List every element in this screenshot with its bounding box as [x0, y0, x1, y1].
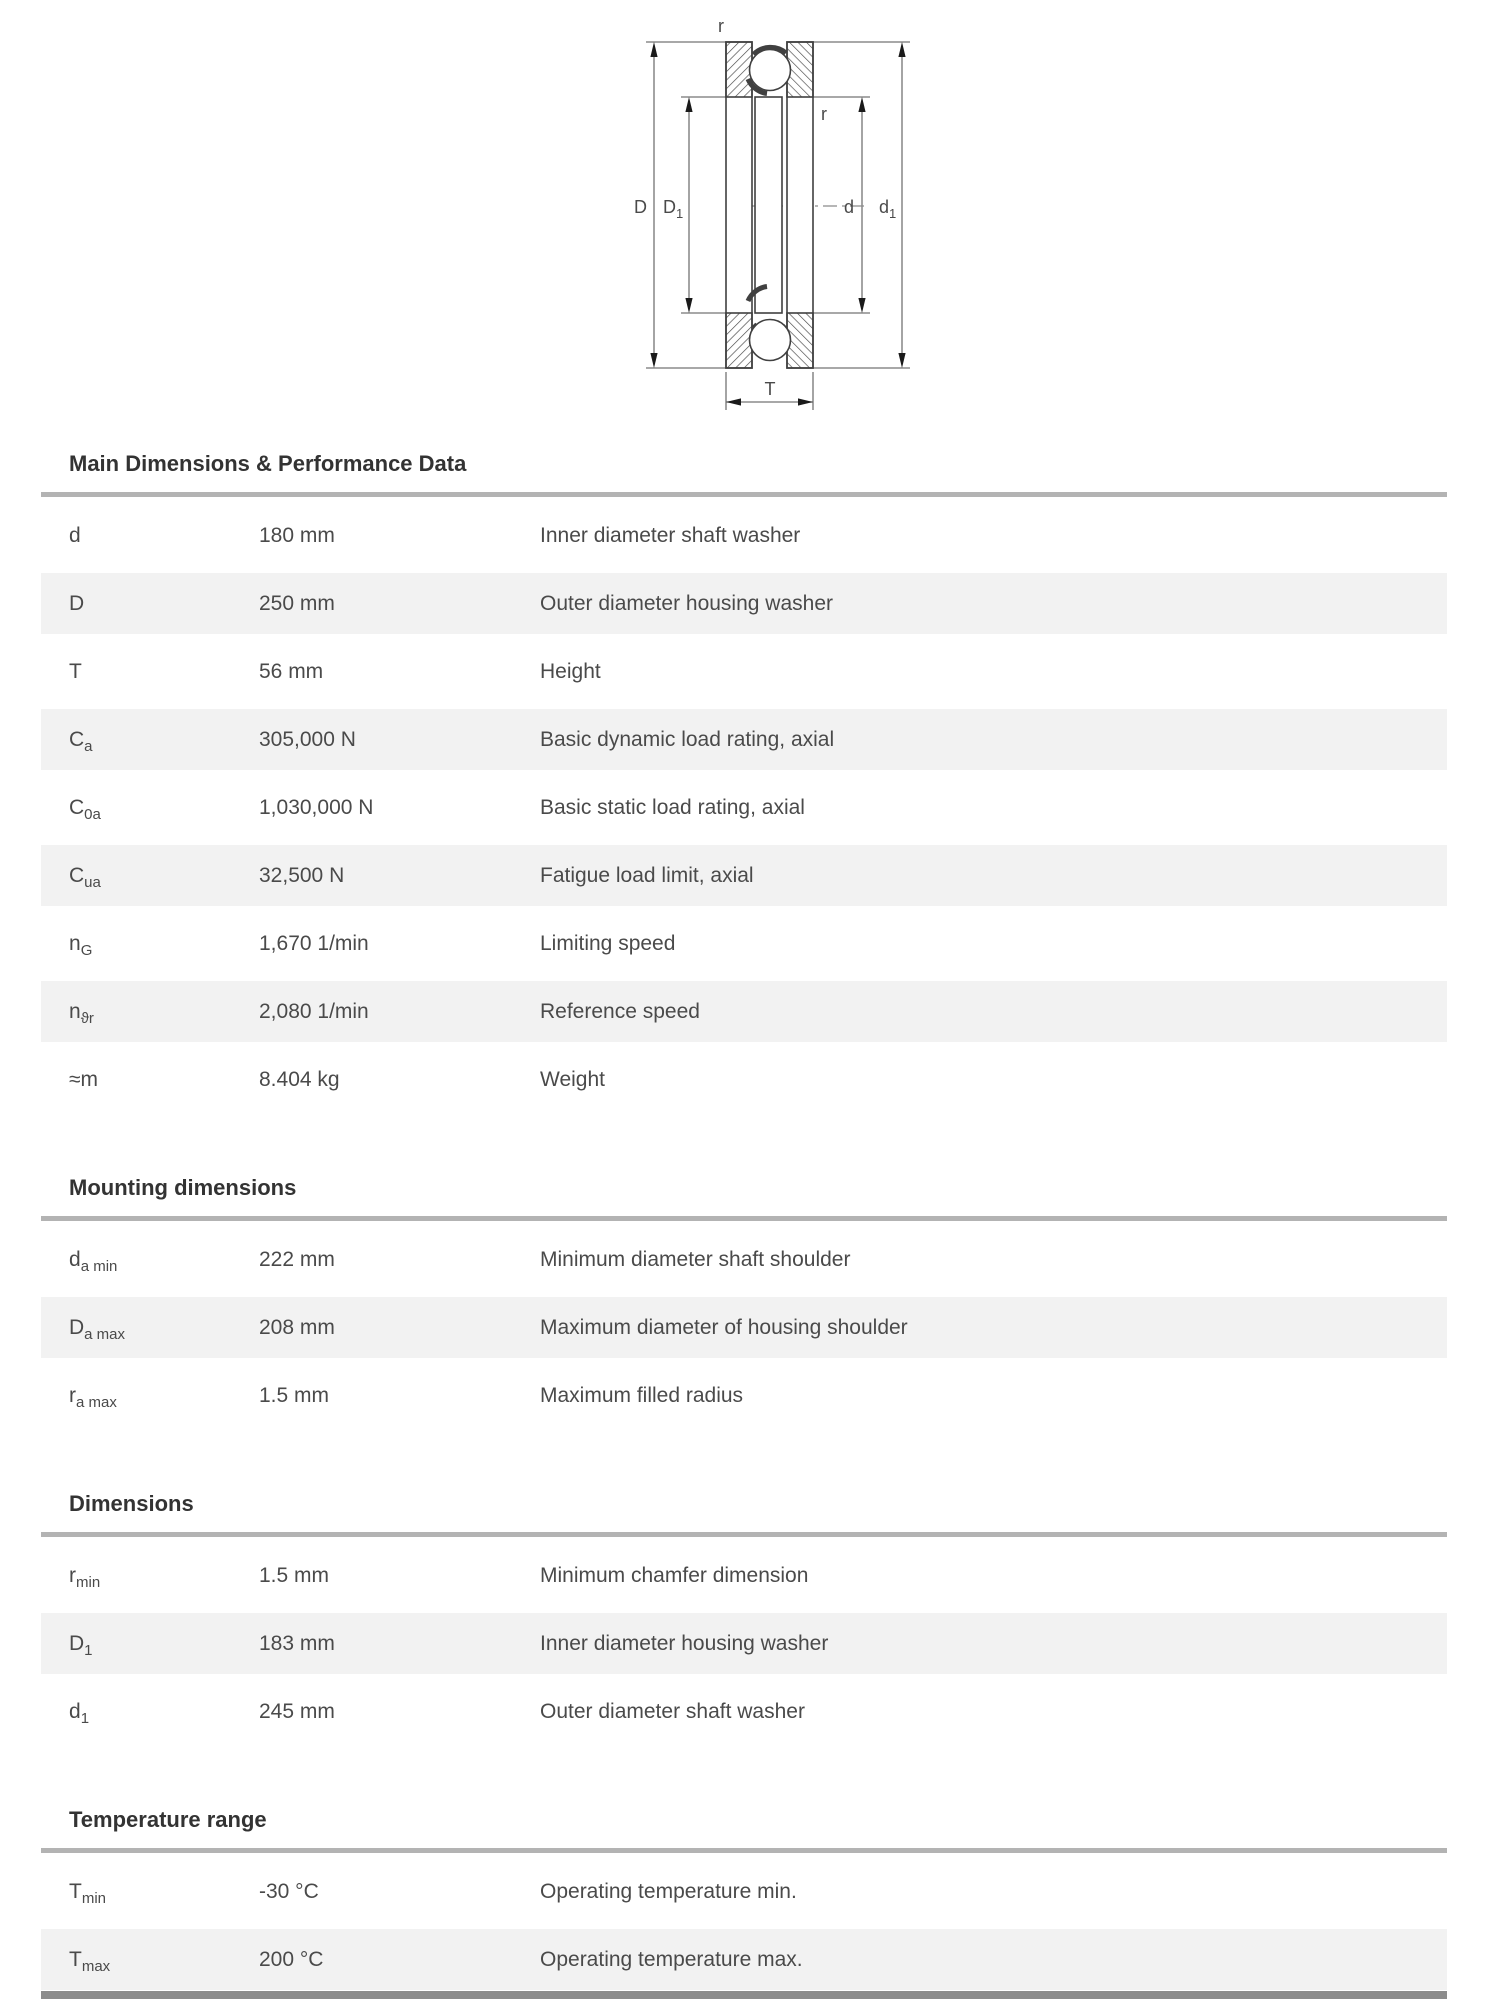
section-divider: [41, 492, 1447, 497]
table-row: [41, 709, 1447, 770]
row-value: 8.404 kg: [259, 1067, 340, 1091]
row-description: Operating temperature max.: [540, 1947, 803, 1971]
row-symbol: ≈m: [69, 1067, 99, 1091]
section-divider: [41, 1216, 1447, 1221]
next-section-divider-cutoff: [41, 1991, 1447, 1999]
row-symbol: $r_{a max}$: [69, 1383, 117, 1411]
row-value: 180 mm: [259, 523, 335, 547]
row-value: 200 °C: [259, 1947, 324, 1971]
row-description: Maximum filled radius: [540, 1383, 744, 1407]
section-divider: [41, 1532, 1447, 1537]
row-symbol: $C_{ua}$: [69, 863, 101, 891]
section-divider: [41, 1848, 1447, 1853]
table-row: [41, 641, 1447, 702]
row-description: Limiting speed: [540, 931, 676, 955]
section-main-dimensions: [41, 450, 1447, 1110]
section-title: Temperature range: [69, 1807, 267, 1832]
row-description: Height: [540, 659, 601, 683]
row-description: Outer diameter shaft washer: [540, 1699, 805, 1723]
dim-label-D1: $D_1$: [663, 197, 684, 221]
row-value: 1.5 mm: [259, 1383, 330, 1407]
dim-label-D: D: [634, 197, 647, 217]
dim-label-d: d: [843, 197, 854, 217]
table-row: [41, 1297, 1447, 1358]
section-mounting-dimensions: [41, 1174, 1447, 1426]
row-symbol: $d_{a min}$: [69, 1247, 118, 1275]
row-symbol: $T_{max}$: [69, 1947, 111, 1975]
table-row: [41, 913, 1447, 974]
table-row: [41, 505, 1447, 566]
section-temperature-range: [41, 1806, 1447, 1990]
row-value: -30 °C: [259, 1879, 319, 1903]
row-description: Reference speed: [540, 999, 700, 1023]
row-value: 305,000 N: [259, 727, 356, 751]
row-description: Minimum diameter shaft shoulder: [540, 1247, 851, 1271]
row-value: 1,670 1/min: [259, 931, 369, 955]
section-title: Main Dimensions & Performance Data: [69, 451, 467, 476]
section-dimensions: [41, 1490, 1447, 1742]
row-value: 32,500 N: [259, 863, 345, 887]
dim-label-T: T: [764, 379, 776, 399]
row-description: Maximum diameter of housing shoulder: [540, 1315, 908, 1339]
row-symbol: $r_{min}$: [69, 1563, 101, 1591]
row-description: Basic dynamic load rating, axial: [540, 727, 835, 751]
row-value: 56 mm: [259, 659, 324, 683]
table-row: [41, 981, 1447, 1042]
table-row: [41, 1613, 1447, 1674]
table-row: [41, 1365, 1447, 1426]
dim-label-d1: $d_1$: [879, 197, 897, 221]
table-row: [41, 845, 1447, 906]
table-row: [41, 1681, 1447, 1742]
table-row: [41, 573, 1447, 634]
section-title: Dimensions: [69, 1491, 194, 1516]
row-symbol: $C_a$: [69, 727, 93, 755]
row-symbol: $n_G$: [69, 931, 93, 959]
row-description: Basic static load rating, axial: [540, 795, 805, 819]
table-row: [41, 1929, 1447, 1990]
row-symbol: $n_{ϑr}$: [69, 999, 94, 1027]
table-row: [41, 1861, 1447, 1922]
row-description: Operating temperature min.: [540, 1879, 797, 1903]
row-value: 245 mm: [259, 1699, 335, 1723]
table-row: [41, 1229, 1447, 1290]
row-value: 208 mm: [259, 1315, 335, 1339]
row-value: 183 mm: [259, 1631, 335, 1655]
row-symbol: $C_{0a}$: [69, 795, 101, 823]
datasheet-content: [41, 0, 1447, 1997]
table-row: [41, 1545, 1447, 1606]
row-value: 2,080 1/min: [259, 999, 369, 1023]
table-row: [41, 1049, 1447, 1110]
dim-label-r-right: r: [821, 104, 827, 124]
section-title: Mounting dimensions: [69, 1175, 297, 1200]
row-symbol: D: [69, 591, 85, 615]
row-value: 222 mm: [259, 1247, 335, 1271]
row-description: Minimum chamfer dimension: [540, 1563, 809, 1587]
row-value: 1,030,000 N: [259, 795, 374, 819]
row-symbol: $D_{a max}$: [69, 1315, 126, 1343]
row-symbol: d: [69, 523, 81, 547]
row-value: 250 mm: [259, 591, 335, 615]
row-symbol: $D_1$: [69, 1631, 93, 1659]
row-description: Inner diameter shaft washer: [540, 523, 801, 547]
row-description: Outer diameter housing washer: [540, 591, 833, 615]
row-symbol: T: [69, 659, 82, 683]
row-symbol: $d_1$: [69, 1699, 90, 1727]
row-description: Weight: [540, 1067, 605, 1091]
table-row: [41, 777, 1447, 838]
row-description: Fatigue load limit, axial: [540, 863, 754, 887]
dim-label-r-top: r: [718, 16, 724, 36]
row-value: 1.5 mm: [259, 1563, 330, 1587]
row-symbol: $T_{min}$: [69, 1879, 106, 1907]
row-description: Inner diameter housing washer: [540, 1631, 829, 1655]
